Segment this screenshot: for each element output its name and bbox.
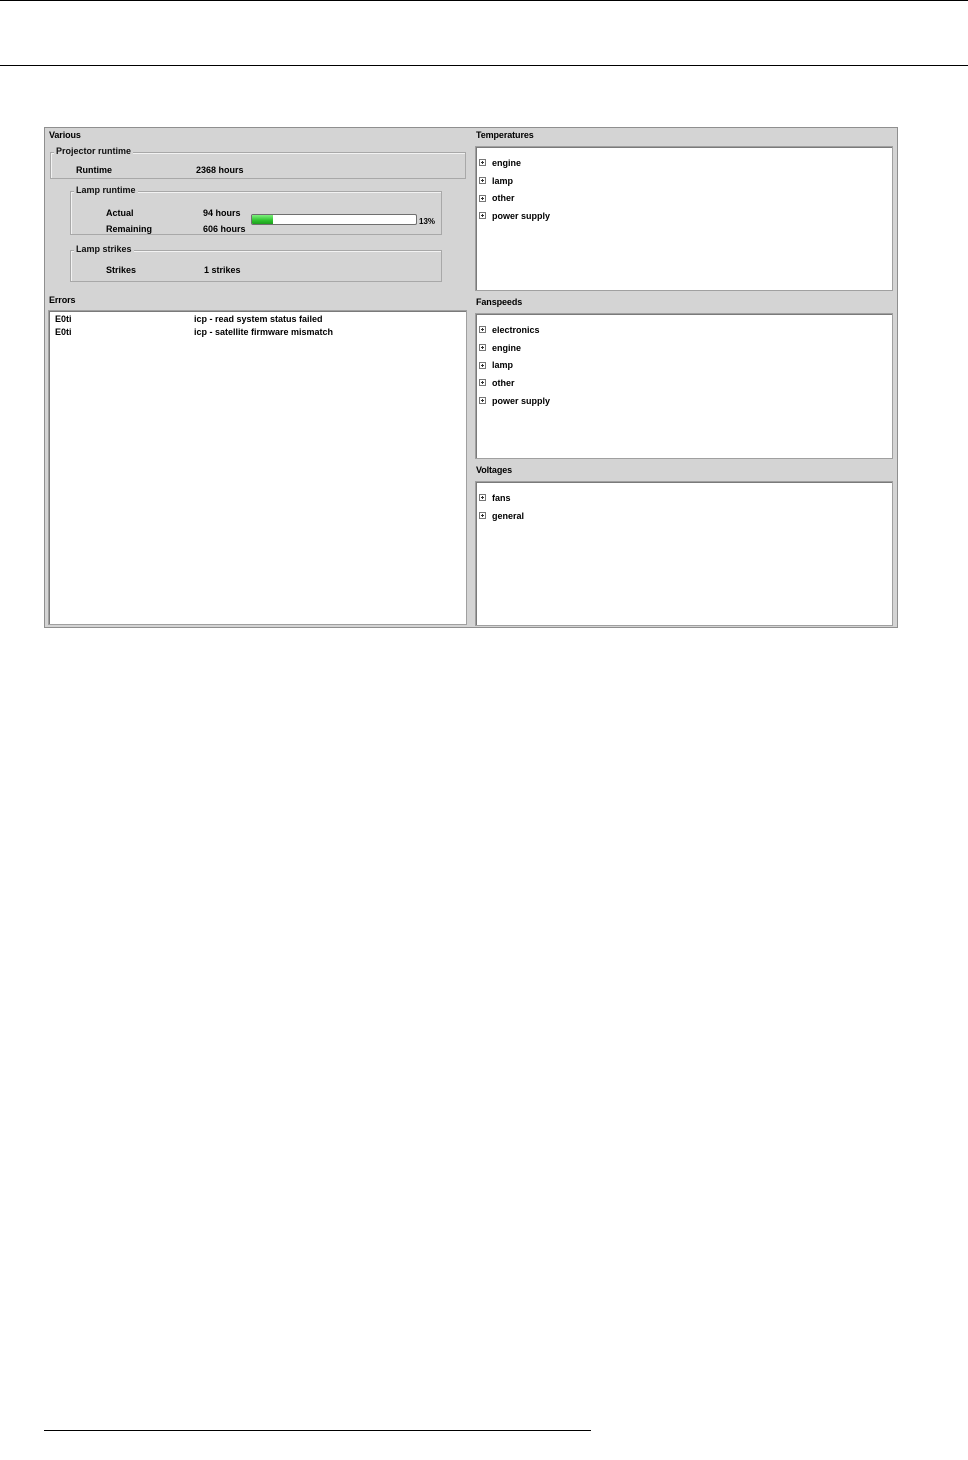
lamp-strikes-legend: Lamp strikes	[76, 244, 132, 254]
tree-item-label: general	[492, 510, 525, 521]
tree-item-engine[interactable]	[479, 154, 550, 172]
tree-item-general[interactable]	[479, 507, 524, 525]
remaining-label: Remaining	[106, 224, 153, 234]
fanspeeds-tree	[475, 313, 893, 459]
projector-runtime-group	[50, 146, 466, 179]
tree-item-engine[interactable]	[479, 339, 550, 357]
tree-item-label: engine	[492, 157, 522, 168]
tree-item-label: other	[492, 377, 515, 388]
lamp-progress-bar	[251, 214, 417, 225]
tree-item-label: power supply	[492, 210, 551, 221]
strikes-value: 1 strikes	[204, 265, 241, 275]
tree-item-power-supply[interactable]	[479, 207, 550, 225]
tree-item-lamp[interactable]	[479, 172, 550, 190]
tree-item-label: electronics	[492, 324, 540, 335]
lamp-progress-fill	[252, 215, 273, 224]
errors-list[interactable]	[48, 310, 467, 625]
plus-box-icon[interactable]	[479, 177, 486, 184]
error-message: icp - read system status failed	[194, 314, 323, 324]
projector-runtime-legend: Projector runtime	[56, 146, 132, 156]
tree-item-label: other	[492, 193, 515, 204]
tree-item-electronics[interactable]	[479, 321, 550, 339]
voltages-title: Voltages	[476, 465, 513, 475]
fanspeeds-title: Fanspeeds	[476, 297, 523, 307]
plus-box-icon[interactable]	[479, 512, 486, 519]
error-code: E0ti	[55, 327, 72, 337]
lamp-progress-label: 13%	[419, 217, 436, 226]
temperatures-tree	[475, 146, 893, 291]
various-panel	[45, 128, 471, 292]
errors-title: Errors	[49, 295, 76, 305]
header-rule	[0, 0, 968, 1]
plus-box-icon[interactable]	[479, 379, 486, 386]
tree-item-other[interactable]	[479, 374, 550, 392]
plus-box-icon[interactable]	[479, 344, 486, 351]
actual-value: 94 hours	[203, 208, 241, 218]
header-rule-bottom	[0, 65, 968, 66]
plus-box-icon[interactable]	[479, 326, 486, 333]
temperatures-title: Temperatures	[476, 130, 534, 140]
tree-item-label: fans	[492, 492, 511, 503]
tree-item-power-supply[interactable]	[479, 392, 550, 410]
tree-item-label: power supply	[492, 395, 551, 406]
error-code: E0ti	[55, 314, 72, 324]
voltages-tree	[475, 481, 893, 626]
plus-box-icon[interactable]	[479, 494, 486, 501]
tree-item-label: lamp	[492, 360, 514, 371]
plus-box-icon[interactable]	[479, 362, 486, 369]
error-message: icp - satellite firmware mismatch	[194, 327, 334, 337]
lamp-strikes-group	[70, 244, 442, 282]
runtime-value: 2368 hours	[196, 165, 244, 175]
tree-item-other[interactable]	[479, 189, 550, 207]
diagnostics-window	[44, 127, 898, 628]
plus-box-icon[interactable]	[479, 159, 486, 166]
strikes-label: Strikes	[106, 265, 137, 275]
plus-box-icon[interactable]	[479, 195, 486, 202]
tree-item-label: lamp	[492, 175, 514, 186]
tree-item-fans[interactable]	[479, 489, 524, 507]
actual-label: Actual	[106, 208, 134, 218]
lamp-runtime-legend: Lamp runtime	[76, 185, 136, 195]
footer-rule	[44, 1430, 591, 1431]
remaining-value: 606 hours	[203, 224, 246, 234]
plus-box-icon[interactable]	[479, 212, 486, 219]
lamp-runtime-group	[70, 185, 442, 235]
tree-item-label: engine	[492, 342, 522, 353]
runtime-label: Runtime	[76, 165, 112, 175]
various-title: Various	[49, 130, 81, 140]
plus-box-icon[interactable]	[479, 397, 486, 404]
tree-item-lamp[interactable]	[479, 356, 550, 374]
